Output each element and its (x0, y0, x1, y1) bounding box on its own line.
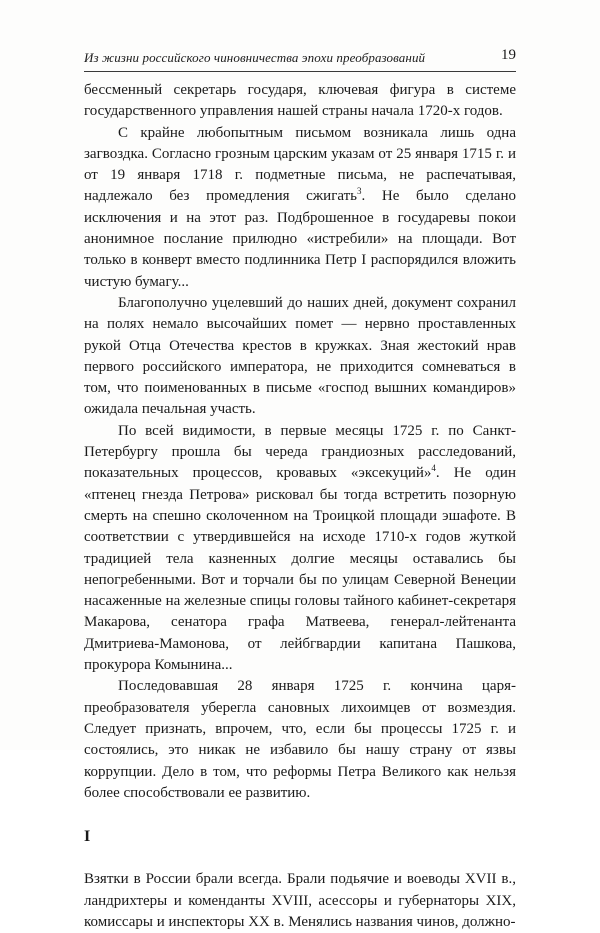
footnote-ref-3[interactable]: 3 (357, 186, 362, 197)
paragraph-2-text: С крайне любопытным письмом возникала лишь одна загвоздка. Согласно грозным царским указам от 25 января 1715 г. и от 19 января 1718 г. подметные письма, не распечатывая, надлежало без промедления сжигать (84, 124, 516, 205)
running-header (84, 46, 516, 68)
paragraph-2 (84, 123, 516, 293)
paragraph-1: бессменный секретарь государя, ключевая фигура в системе государственного управления нашей страны начала 1720-х годов. (84, 82, 516, 120)
page-number: 19 (501, 47, 516, 63)
paragraph-2-continuation: . Не было сделано исключения и на этот раз. Подброшенное в государевы покои анонимное послание прилюдно «истребили» на площади. Вот только в конверт вместо подлинника Петр I распорядился вложить чистую бумагу... (84, 188, 516, 290)
footnote-ref-4[interactable]: 4 (431, 463, 436, 474)
paragraph-4-text: По всей видимости, в первые месяцы 1725 г. по Санкт-Петербургу прошла бы череда грандиозных расследований, показательных процессов, кровавых «эксекуций» (84, 422, 516, 482)
paragraph-5: Последовавшая 28 января 1725 г. кончина царя-преобразователя уберегла сановных лихоимцев от возмездия. Следует признать, впрочем, что, если бы процессы 1725 г. и состоялись, это никак не избавило бы нашу страну от язвы коррупции. Дело в том, что реформы Петра Великого как нельзя более способствовали ее развитию. (84, 678, 516, 801)
paragraph-4 (84, 421, 516, 677)
header-rule (84, 71, 516, 72)
body-text (84, 80, 516, 933)
paragraph-6: Взятки в России брали всегда. Брали подьячие и воеводы XVII в., ландрихтеры и коменданты XVIII, асессоры и губернаторы XIX, комиссары и инспекторы XX в. Менялись названия чинов, должно- (84, 871, 516, 930)
section-heading: I (84, 828, 91, 846)
running-header-title: Из жизни российского чиновничества эпохи преобразований (84, 50, 426, 65)
paragraph-4-continuation: . Не один «птенец гнезда Петрова» рисковал бы тогда встретить позорную смерть на спешно сколоченном на Троицкой площади эшафоте. В соответствии с утвердившейся на исходе 1710-х годов жуткой традицией тела казненных долгие месяцы оставались бы непогребенными. Вот и торчали бы по улицам Северной Венеции насаженные на железные спицы головы тайного кабинет-секретаря Макарова, сенатора графа Матвеева, генерал-лейтенанта Дмитриева-Мамонова, от лейбгвардии капитана Пашкова, прокурора Комынина... (84, 465, 516, 674)
paragraph-3: Благополучно уцелевший до наших дней, документ сохранил на полях немало высочайших помет — нервно проставленных рукой Отца Отечества крестов в кружках. Зная жестокий нрав первого российского императора, не приходится сомневаться в том, что поименованных в письме «господ вышних командиров» ожидала печальная участь. (84, 294, 516, 418)
